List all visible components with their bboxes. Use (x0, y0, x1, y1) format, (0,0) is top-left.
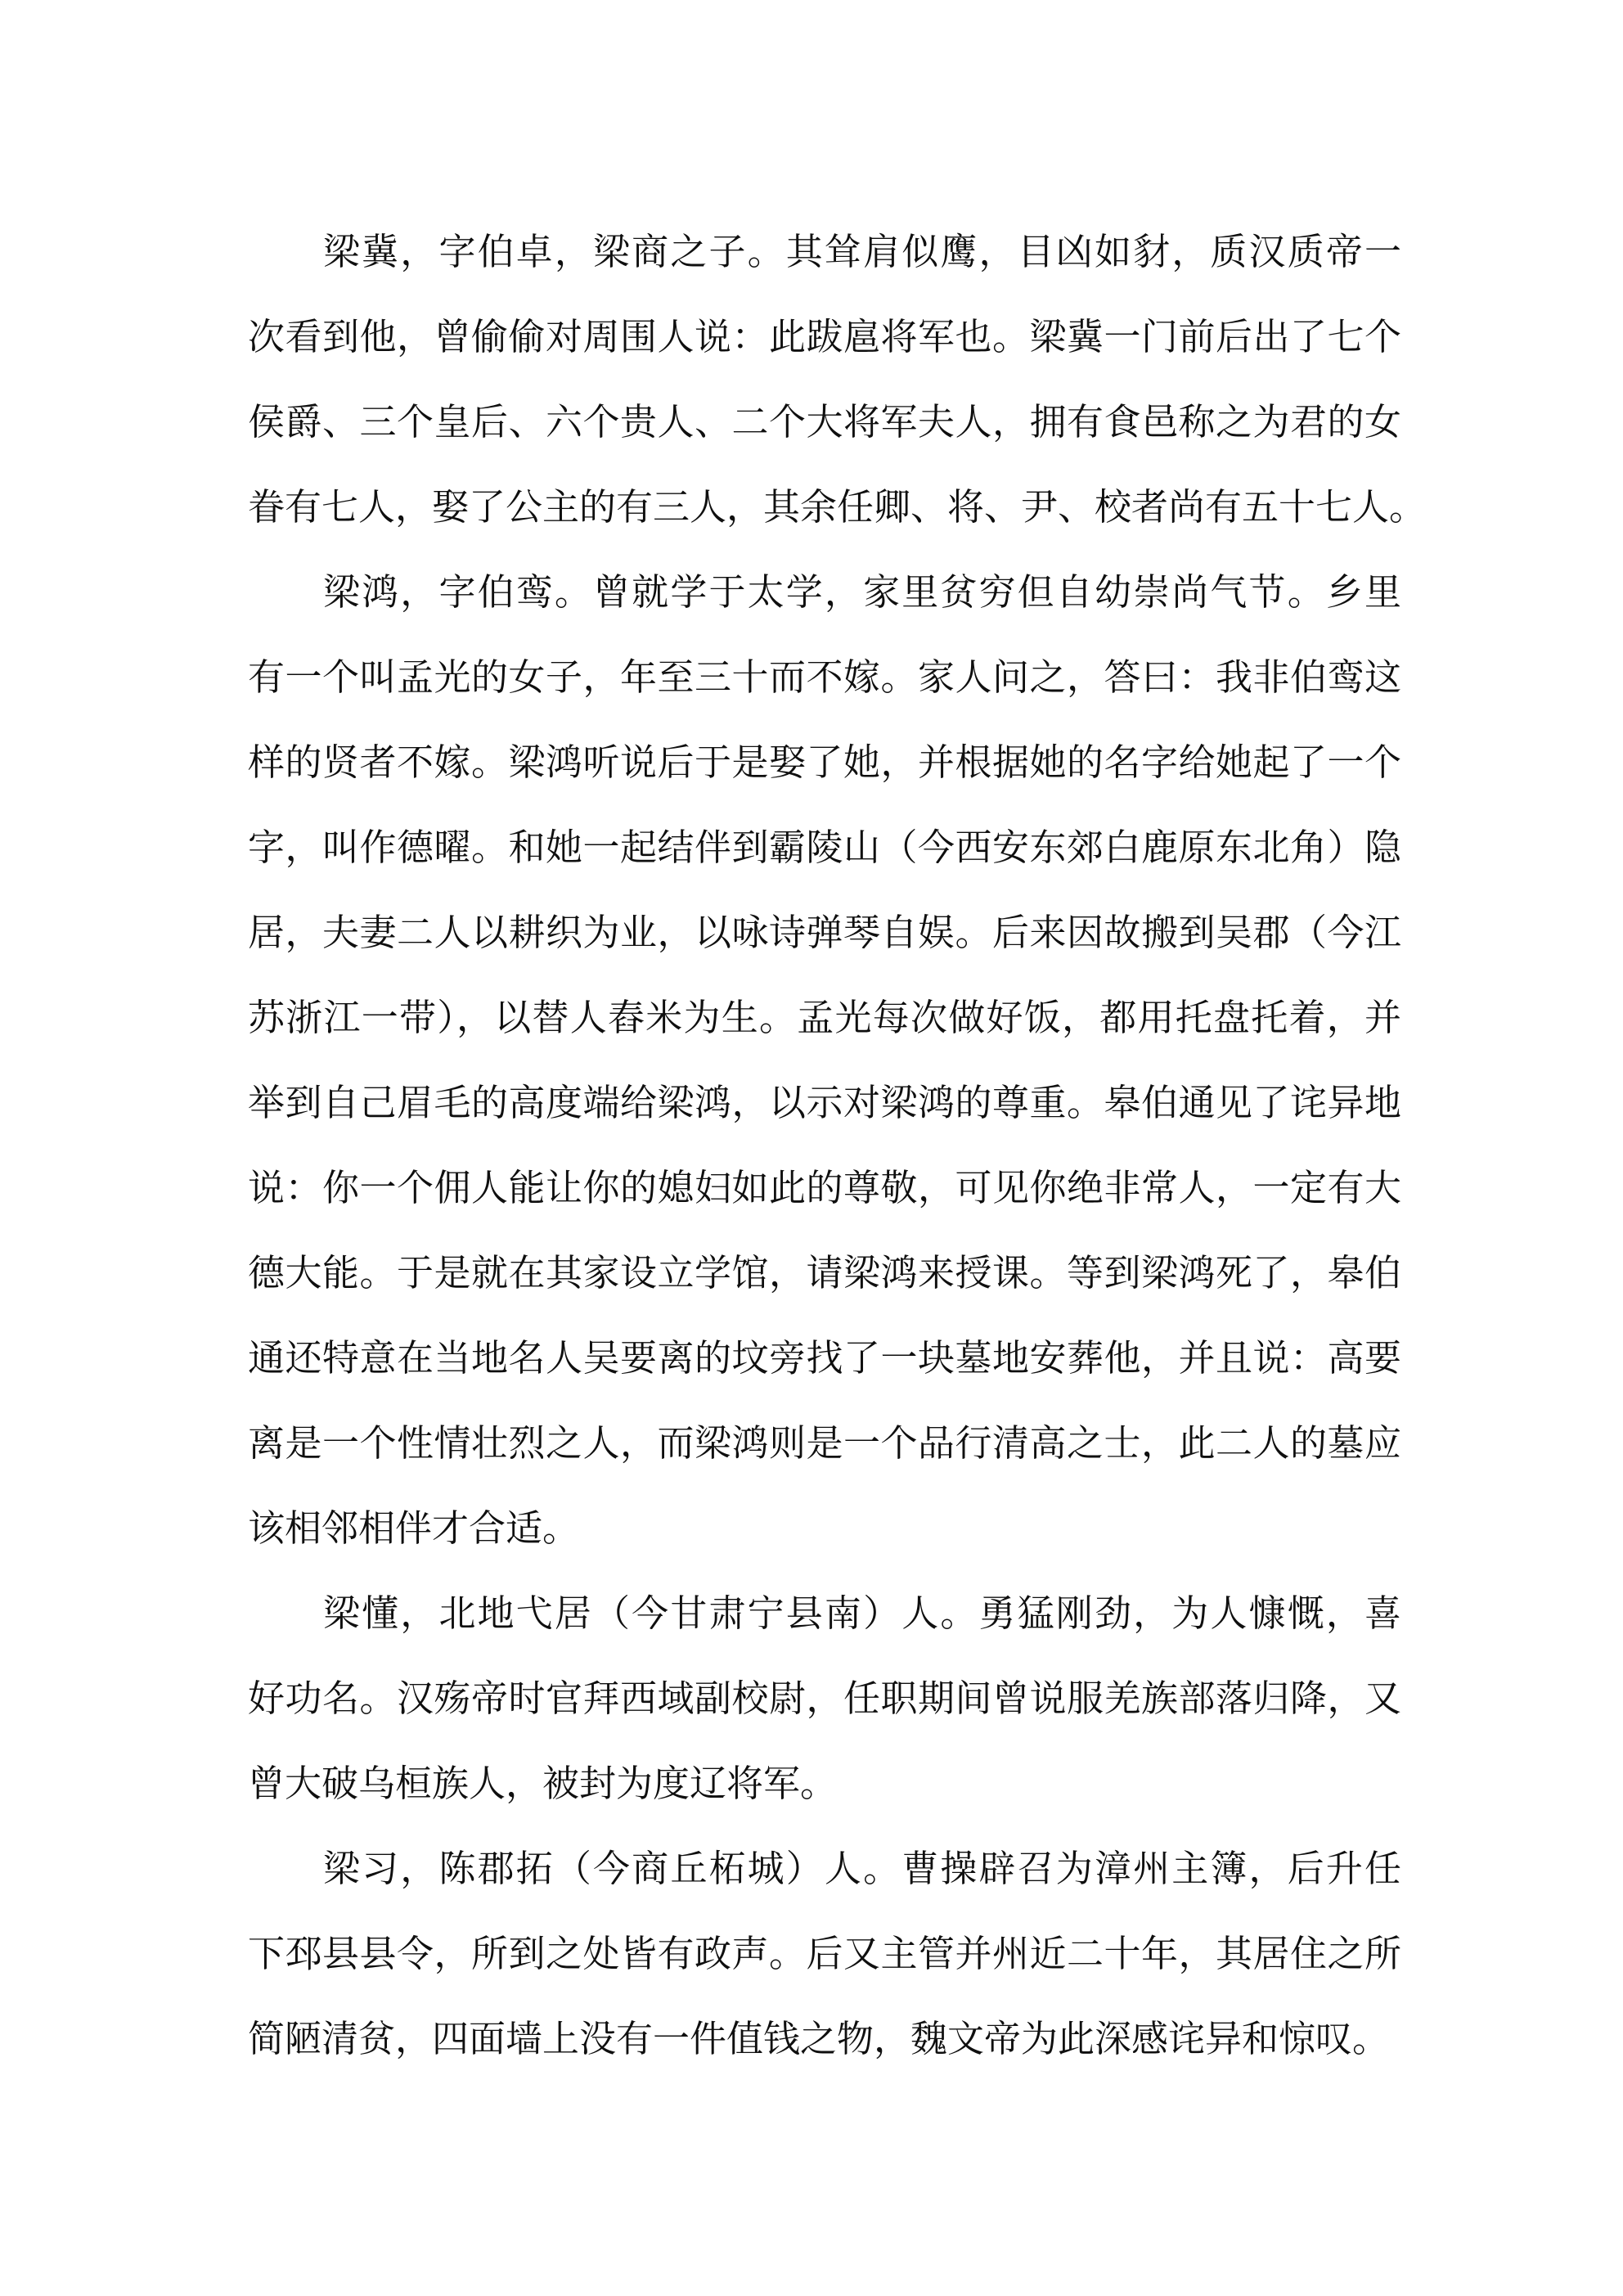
paragraph-liang-dong (248, 1571, 1401, 1826)
text-line: 举到自己眉毛的高度端给梁鸿，以示对梁鸿的尊重。皋伯通见了诧异地 (248, 1083, 1401, 1123)
paragraph-liang-hong (248, 550, 1401, 1571)
text-line: 曾大破乌桓族人，被封为度辽将军。 (248, 1763, 838, 1804)
text-line: 居，夫妻二人以耕织为业，以咏诗弹琴自娱。后来因故搬到吴郡（今江 (248, 912, 1401, 953)
text-line: 样的贤者不嫁。梁鸿听说后于是娶了她，并根据她的名字给她起了一个 (248, 742, 1401, 783)
text-line: 离是一个性情壮烈之人，而梁鸿则是一个品行清高之士，此二人的墓应 (248, 1423, 1401, 1464)
text-line: 梁鸿，字伯鸾。曾就学于太学，家里贫穷但自幼崇尚气节。乡里 (323, 572, 1401, 613)
text-line: 苏浙江一带），以替人舂米为生。孟光每次做好饭，都用托盘托着，并 (248, 997, 1401, 1038)
text-line: 下邳县县令，所到之处皆有政声。后又主管并州近二十年，其居住之所 (248, 1934, 1401, 1974)
paragraph-liang-ji (248, 209, 1427, 550)
text-line: 有一个叫孟光的女子，年至三十而不嫁。家人问之，答曰：我非伯鸾这 (248, 657, 1401, 698)
text-line: 说：你一个佣人能让你的媳妇如此的尊敬，可见你绝非常人，一定有大 (248, 1168, 1401, 1209)
text-line: 字，叫作德曜。和她一起结伴到霸陵山（今西安东郊白鹿原东北角）隐 (248, 827, 1401, 868)
text-line: 梁习，陈郡拓（今商丘柘城）人。曹操辟召为漳州主簿，后升任 (323, 1848, 1401, 1889)
text-line: 眷有七人，娶了公主的有三人，其余任卿、将、尹、校者尚有五十七人。 (248, 487, 1427, 528)
text-line: 简陋清贫，四面墙上没有一件值钱之物，魏文帝为此深感诧异和惊叹。 (248, 2019, 1390, 2060)
text-line: 次看到他，曾偷偷对周围人说：此跋扈将军也。梁冀一门前后出了七个 (248, 317, 1401, 358)
text-line: 通还特意在当地名人吴要离的坟旁找了一块墓地安葬他，并且说：高要 (248, 1338, 1401, 1379)
text-line: 德大能。于是就在其家设立学馆，请梁鸿来授课。等到梁鸿死了，皋伯 (248, 1253, 1401, 1294)
text-line: 侯爵、三个皇后、六个贵人、二个大将军夫人，拥有食邑称之为君的女 (248, 402, 1401, 443)
text-line: 好功名。汉殇帝时官拜西域副校尉，任职期间曾说服羌族部落归降，又 (248, 1678, 1401, 1719)
text-line: 梁冀，字伯卓，梁商之子。其耸肩似鹰，目凶如豺，质汉质帝一 (323, 232, 1401, 272)
text-line: 梁懂，北地弋居（今甘肃宁县南）人。勇猛刚劲，为人慷慨，喜 (323, 1593, 1401, 1634)
paragraph-liang-xi (248, 1826, 1401, 2082)
text-line: 该相邻相伴才合适。 (248, 1508, 580, 1549)
